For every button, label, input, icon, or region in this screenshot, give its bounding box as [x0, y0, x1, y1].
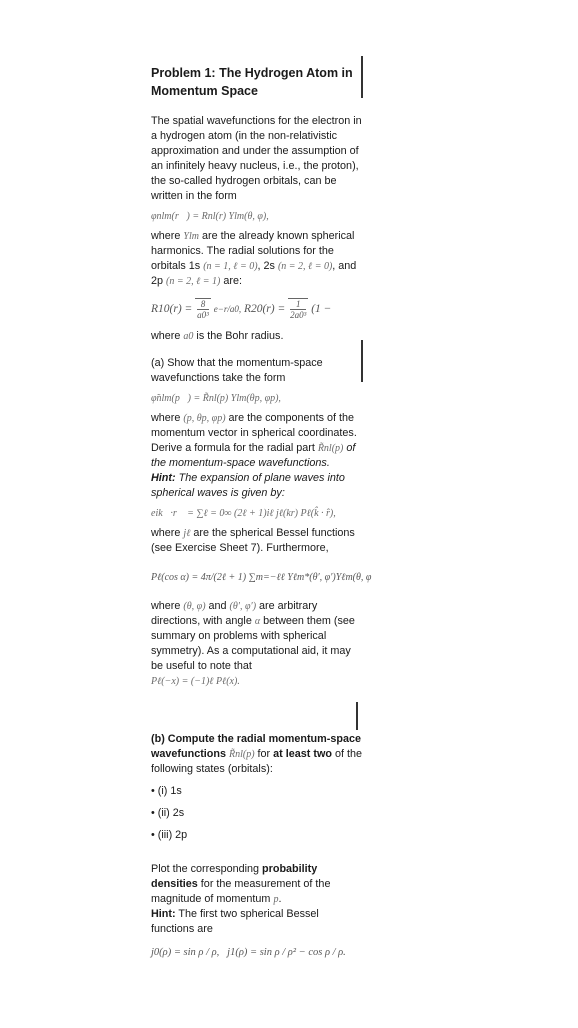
- list-item: • (iii) 2p: [151, 829, 188, 841]
- equation-radial-solutions: R10(r) = $\frac{8}{\text{a0³}}$ e−r/a0, R20(r) = $\frac{1}{\text{2a0³}}$ (1 −: [151, 299, 332, 320]
- part-a-intro: (a) Show that the momentum-space wavefunctions take the form: [151, 357, 323, 384]
- part-b-intro: (b) Compute the radial momentum-space wavefunctions R̃nl(p) for at least two of the following states (orbitals):: [151, 733, 362, 775]
- part-a-where: where (p, θp, φp) are the components of the momentum vector in spherical coordinates. Derive a formula for the radial part R̃nl(p) of the momentum-space wavefunctions.: [151, 412, 357, 469]
- equation-momentum-wavefunction: φ̃nlm(p⃗) = R̃nl(p) Ylm(θp, φp),: [151, 393, 281, 404]
- plot-instruction: Plot the corresponding probability densities for the measurement of the magnitude of momentum p.: [151, 863, 331, 905]
- equation-bessel-functions: j0(ρ) = sin ρ / ρ, j1(ρ) = sin ρ / ρ² − cos ρ / ρ.: [151, 947, 346, 958]
- equation-addition-theorem: Pℓ(cos α) = 4π/(2ℓ + 1) ∑m=−ℓℓ Yℓm*(θ′, φ′)Yℓm(θ, φ: [151, 572, 372, 583]
- bessel-note: where jℓ are the spherical Bessel functions (see Exercise Sheet 7). Furthermore,: [151, 527, 355, 554]
- problem-title: Problem 1: The Hydrogen Atom in Momentum Space: [151, 66, 353, 98]
- directions-paragraph: where (θ, φ) and (θ′, φ′) are arbitrary directions, with angle α between them (see summary on problems with spherical symmetry). As a computational aid, it may be useful to note that: [151, 600, 355, 672]
- bohr-radius-line: where a0 is the Bohr radius.: [151, 330, 284, 342]
- intro-paragraph: The spatial wavefunctions for the electron in a hydrogen atom (in the non-relativistic approximation and under the assumption of an infinitely heavy nucleus, i.e., the proton), the so-called hydrogen orbitals, can be written in the form: [151, 115, 362, 202]
- intro-where-paragraph: where Ylm are the already known spherical harmonics. The radial solutions for the orbitals 1s (n = 1, ℓ = 0), 2s (n = 2, ℓ = 0), and 2p (n = 2, ℓ = 1) are:: [151, 230, 357, 287]
- list-item: • (i) 1s: [151, 785, 182, 797]
- part-a-hint: Hint: The expansion of plane waves into spherical waves is given by:: [151, 472, 345, 499]
- state-list: [151, 784, 363, 843]
- equation-legendre-parity: Pℓ(−x) = (−1)ℓ Pℓ(x).: [151, 676, 240, 687]
- equation-wavefunction: φnlm(r⃗) = Rnl(r) Ylm(θ, φ),: [151, 211, 269, 222]
- part-b-hint: Hint: The first two spherical Bessel functions are: [151, 908, 319, 935]
- list-item: • (ii) 2s: [151, 807, 185, 819]
- equation-plane-wave-expansion: eik⃗·r⃗ = ∑ℓ = 0∞ (2ℓ + 1)iℓ jℓ(kr) Pℓ(k̂ · r̂),: [151, 508, 336, 519]
- problem-column: [151, 64, 372, 965]
